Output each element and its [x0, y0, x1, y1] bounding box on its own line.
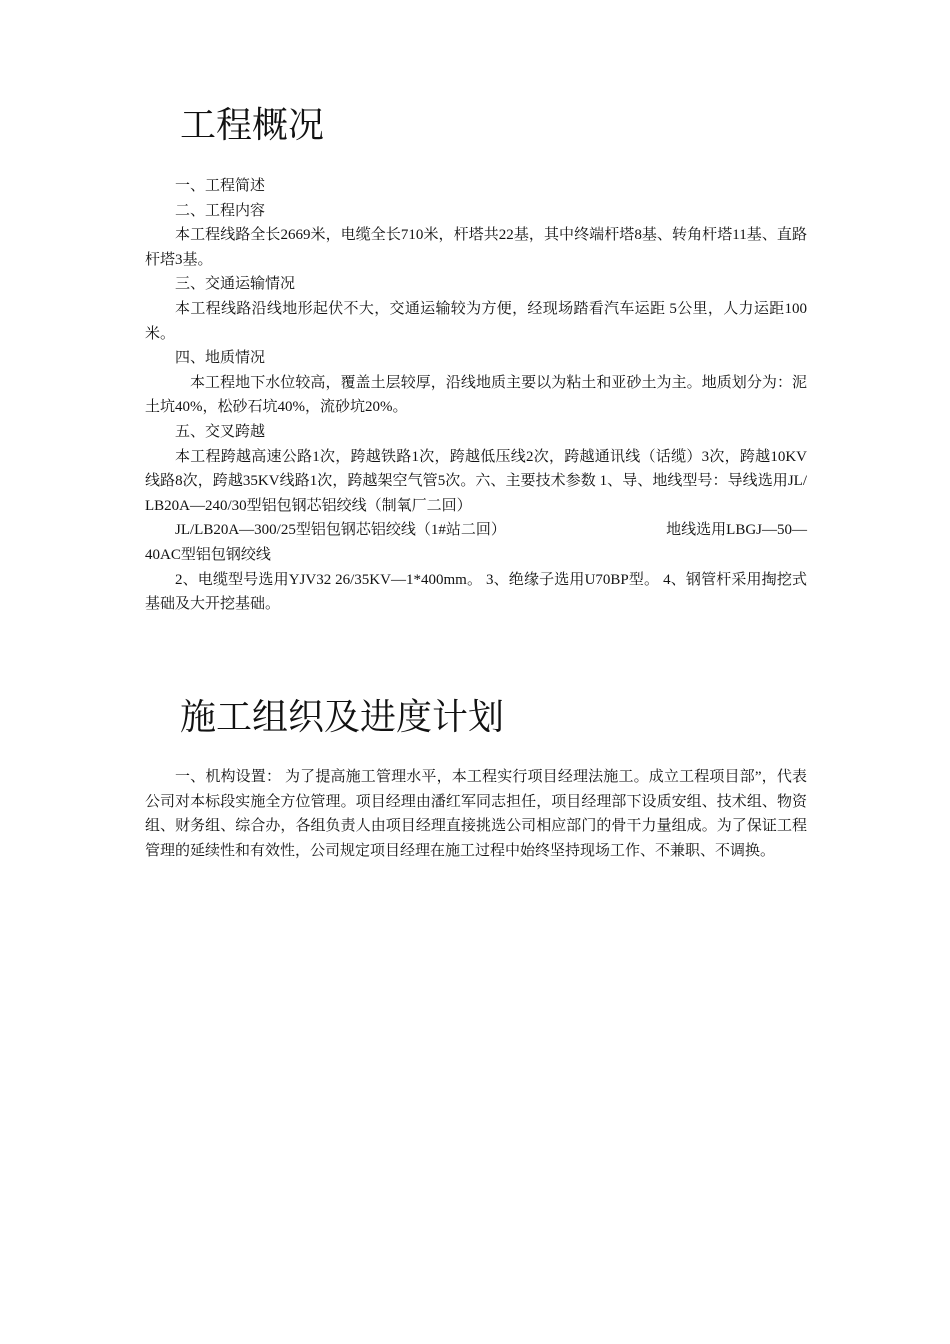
- paragraph-transport: 本工程线路沿线地形起伏不大，交通运输较为方便，经现场踏看汽车运距 5公里，人力运距100米。: [145, 300, 807, 342]
- section-body-project-overview: [145, 174, 807, 617]
- paragraph-ground-wire-continued: 40AC型铝包钢绞线: [145, 546, 271, 563]
- paragraph-cable-insulator-foundation: 2、电缆型号选用YJV32 26/35KV—1*400mm。 3、绝缘子选用U70BP型。 4、钢管杆采用掏挖式基础及大开挖基础。: [145, 571, 807, 613]
- paragraph-project-content: 本工程线路全长2669米，电缆全长710米，杆塔共22基，其中终端杆塔8基、转角杆塔11基、直路杆塔3基。: [145, 227, 807, 268]
- paragraph-geology-heading: 四、地质情况: [175, 350, 266, 367]
- paragraph-transport-heading: 三、交通运输情况: [175, 276, 296, 293]
- conductor-spec-text: JL/LB20A—300/25型铝包钢芯铝绞线（1#站二回）: [175, 522, 506, 539]
- paragraph-organization-setup: 一、机构设置： 为了提高施工管理水平，本工程实行项目经理法施工。成立工程项目部”，代表公司对本标段实施全方位管理。项目经理由潘红军同志担任，项目经理部下设质安组、技术组、物资组、财务组、综合办，各组负责人由项目经理直接挑选公司相应部门的骨干力量组成。为了保证工程管理的延续性和有效性，公司规定项目经理在施工过程中始终坚持现场工作、不兼职、不调换。: [145, 769, 807, 859]
- paragraph-crossing: 本工程跨越高速公路1次，跨越铁路1次，跨越低压线2次，跨越通讯线（话缆）3次，跨越10KV线路8次，跨越35KV线路1次，跨越架空气管5次。六、主要技术参数 1、导、地线型号：导线选用JL/LB20A—240/30型铝包钢芯铝绞线（制氧厂二回）: [145, 448, 807, 514]
- section-title-project-overview: 工程概况: [180, 105, 325, 146]
- section-title-construction-organization: 施工组织及进度计划: [180, 697, 505, 738]
- ground-wire-spec-text: 地线选用LBGJ—50—: [666, 522, 807, 539]
- paragraph-conductor-line: [145, 518, 807, 543]
- paragraph-project-content-heading: 二、工程内容: [175, 202, 266, 219]
- section-body-construction-organization: [145, 765, 807, 863]
- paragraph-crossing-heading: 五、交叉跨越: [175, 423, 266, 440]
- paragraph-project-summary-heading: 一、工程简述: [175, 178, 266, 194]
- paragraph-geology: 本工程地下水位较高，覆盖土层较厚，沿线地质主要以为粘土和亚砂土为主。地质划分为：泥土坑40%，松砂石坑40%，流砂坑20%。: [145, 374, 807, 416]
